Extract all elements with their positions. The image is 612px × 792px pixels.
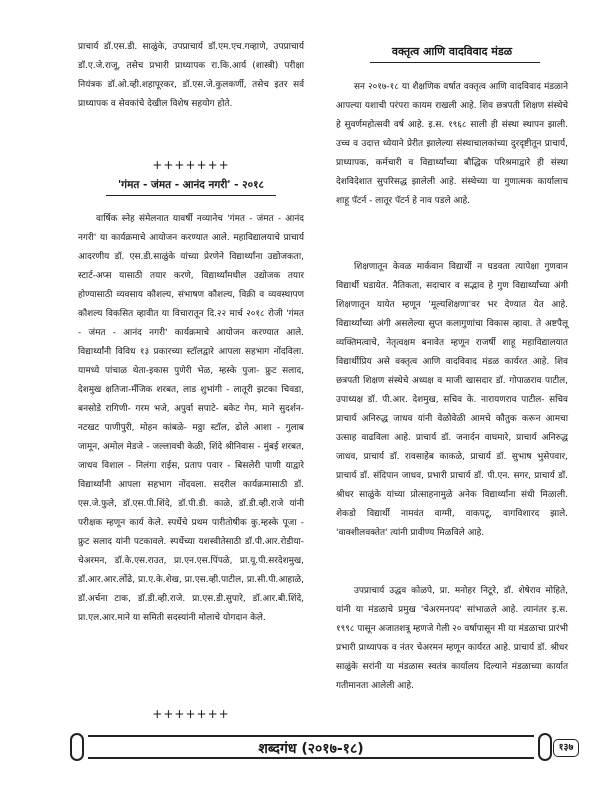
gammat-jammat-paragraph: वार्षिक स्नेह संमेलनात यावर्षी नव्यानेच 'गंमत - जंमत - आनंद नगरी' या कार्यक्रमाचे आयोजन करण्यात आले. महाविद्यालयाचे प्राचार्य आदरणीय डॉ. एस.डी.साळुंके यांच्या प्रेरणेने विद्यार्थ्यांना उद्योजकता, स्टार्ट-अप्स यासाठी तयार करणे, विद्यार्थ्यांमधील उद्योजक तयार होण्यासाठी व्यवसाय कौशल्य, संभाषण कौशल्य, विक्री व व्यवस्थापण कौशल्य विकसित व्हावीत या विचारातून दि.२२ मार्च २०१८ रोजी 'गंमत - जंमत - आनंद नगरी' कार्यक्रमाचे आयोजन करण्यात आले. विद्यार्थ्यांनी विविध १३ प्रकारच्या स्टॉलद्वारे आपला सहभाग नोंदविला. यामध्ये पांचाळ थेता-इकास पुणेरी भेळ, म्हस्के पुजा- फ्रुट सलाद, देशमुख क्षतिजा-मँजिक शरबत, लाड शुभांगी - लातूरी झटका चिवडा, बनसोडे रागिणी- गरम भजे, अपुर्वा सपाटे- बकेट गेम, माने सुदर्शन-नटखट पाणीपुरी, मोहन कांबळे- मठ्ठा स्टॉल, ढोले आशा - गुलाब जामून, अमोल मेडजे - जल्लावची केळी, शिंदे श्रीनिवास - मुंबई शरबत, जाधव विशाल - निलंगा राईस, प्रताप पवार - बिसलेरी पाणी याद्वारे विद्यार्थ्यांनी आपला सहभाग नोंदवला. सदरील कार्यक्रमासाठी डॉ. एस.जे.फुले, डॉ.एस.पी.शिंदे, डॉ.पी.डी. काळे, डॉ.डी.व्ही.राजे यांनी परीक्षक म्हणून कार्य केले. स्पर्धेचे प्रथम पारीतोषीक कु.म्हस्के पूजा - फ्रुट सलाद यांनी पटकावले. स्पर्धेच्या यशस्वीतेसाठी डॉ.पी.आर.रोडीया-चेअरमन, डॉ.के.एस.राउत, प्रा.एन.एस.पिंपळे, प्रा.यू.पी.सरदेशमुख, डॉ.आर.आर.लोंढे, प्रा.ए.के.शेख, प्रा.एस.व्ही.पाटील, प्रा.सी.पी.आहाळे, डॉ.अर्चना टाक, डॉ.डी.व्ही.राजे. प्रा.एस.डी.सुपारे, डॉ.आर.बी.शिंदे, प्रा.एल.आर.माने या समिती सदस्यांनी मोलाचे योगदान केले. [78,214,304,623]
section-heading-gammat-jammat: 'गंमत - जंमत - आनंद नगरी' - २०१८ [117,179,265,191]
heading-underline [106,195,276,196]
scroll-top-line [88,735,534,737]
page-number: १३७ [553,739,579,757]
debate-paragraph-1: सन २०१७-१८ या शैक्षणिक वर्षात वक्तृत्व आणि वादविवाद मंडळाने आपल्या यशाची परंपरा कायम राखली आहे. शिव छत्रपती शिक्षण संस्थेचे हे सुवर्णमहोत्सवी वर्ष आहे. इ.स. १९६८ साली ही संस्था स्थापन झाली. उच्च व उदात्त ध्येयाने प्रेरीत झालेल्या संस्थाचालकांच्या दुरदृष्टीतून प्राचार्य, प्राध्यापक, कर्मचारी व विद्यार्थ्यांच्या बौद्धिक परिश्रमाद्वारे ही संस्था देशविदेशात सुपरिसद्ध झालेली आहे. संस्थेच्या या गुणात्मक कार्यालाच शाहू पॅटर्न - लातूर पॅटर्न हे नाव पडले आहे. [336,82,568,206]
section-heading-debate: वक्तृत्व आणि वादविवाद मंडळ [391,45,513,58]
debate-heading-underline [370,62,540,63]
intro-paragraph: प्राचार्य डॉ.एस.डी. साळुंके, उपप्राचार्य डॉ.एम.एच.गव्हाणे, उपप्राचार्य डॉ.ए.जे.राजू, तसेच प्रभारी प्राध्यापक रा.कि.आर्य (शास्त्री) परीक्षा नियंत्रक डॉ.ओ.व्ही.शहापूरकर, डॉ.एस.जे.कुलकर्णी, तसेच इतर सर्व प्राध्यापक व सेवकांचे देखील विशेष सहयोग होते. [78,42,304,109]
separator-stars-bottom: +++++++ [152,707,230,721]
footer-scroll-banner [70,733,552,761]
debate-paragraph-3: उपप्राचार्य उद्धव कोळपे, प्रा. मनोहर निटूरे, डॉ. शेषेराव मोहिते, यांनी या मंडळाचे प्रमुख 'चेअरमनपद' सांभाळले आहे. त्यानंतर इ.स. १९९८ पासून अजातशत्रू म्हणजे गेली २० वर्षापासून मी या मंडळाचा प्रारंभी प्रभारी प्राध्यापक व नंतर चेअरमन म्हणून कार्यरत आहे. प्राचार्य डॉ. श्रीधर साळुंके सरांनी या मंडळास स्वतंत्र कार्यालय दिल्याने मंडळाच्या कार्यात गतीमानता आलेली आहे. [336,586,568,691]
footer-magazine-title: शब्दगंध (२०१७-१८) [258,741,364,757]
separator-stars-top: +++++++ [152,158,230,172]
debate-paragraph-2: शिक्षणातून केवळ मार्कवान विद्यार्थी न घडवता त्यापेक्षा गुणवान विद्यार्थी घडायेत. नैतिकता, सदाचार व सद्भाव हे गुण विद्यार्थ्यांच्या अंगी शिक्षणातून यायेत म्हणून 'मूल्यशिक्षणा'वर भर देण्यात येत आहे. विद्यार्थ्यांच्या अंगी असलेल्या सुप्त कलागुणांचा विकास व्हावा. ते अष्टपैलू व्यक्तिमत्वाचे, नेतृत्वक्षम बनावेत म्हणून राजर्षी शाहू महाविद्यालयात विद्यार्थीप्रिय असे वक्तृत्व आणि वादविवाद मंडळ कार्यरत आहे. शिव छत्रपती शिक्षण संस्थेचे अध्यक्ष व माजी खासदार डॉ. गोपाळराव पाटील, उपाध्यक्ष डॉ. पी.आर. देशमुख, सचिव के. नारायणराव पाटील- सचिव प्राचार्य अनिरुद्ध जाधव यांनी वेळोवेळी आमचे कौतुक करून आमचा उत्साह वाढविला आहे. प्राचार्य डॉ. जनार्दन वाघमारे, प्राचार्य अनिरुद्ध जाधव, प्राचार्य डॉ. रावसाहेब काकळे, प्राचार्य डॉ. सुभाष भुसेपवार, प्राचार्य डॉ. संदिपान जाधव, प्रभारी प्राचार्य डॉ. पी.एन. सगर, प्राचार्य डॉ. श्रीधर साळुंके यांच्या प्रोत्साहनामुळे अनेक विद्यार्थ्यांना संधी मिळाली. शेकडो विद्यार्थी नामवंत वाग्मी, वाकपटू, वागविशारद झाले. 'वाक्शीलवक्तेत' त्यांनी प्रावीण्य मिळविले आहे. [336,262,568,538]
